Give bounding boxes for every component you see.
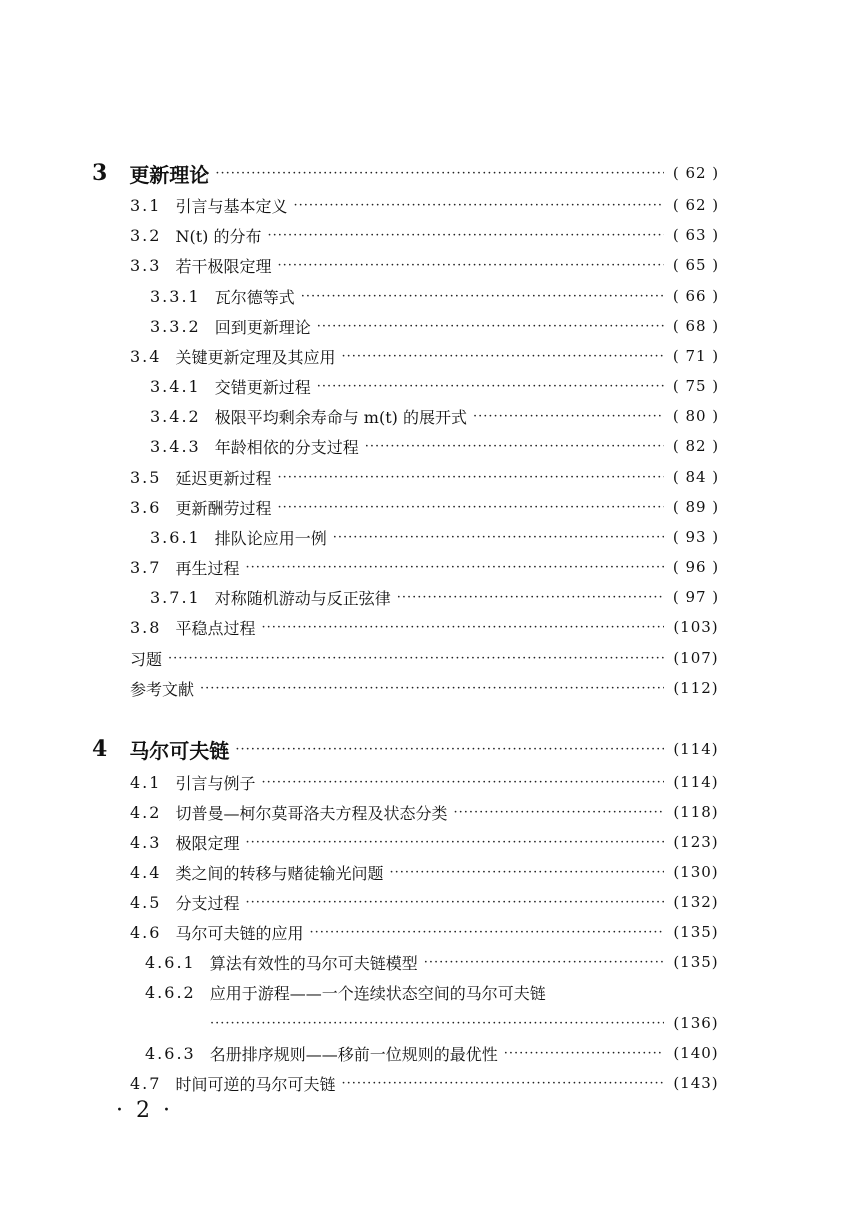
section-number: 4.1 bbox=[130, 772, 162, 792]
section-number: 3.7.1 bbox=[150, 587, 201, 607]
section-title: 应用于游程——一个连续状态空间的马尔可夫链 bbox=[209, 983, 546, 1003]
page-number: ( 71 ) bbox=[672, 347, 720, 365]
chapter-number: 4 bbox=[92, 736, 108, 762]
section-title: 平稳点过程 bbox=[175, 618, 256, 638]
toc-entry bbox=[0, 797, 868, 827]
page-number: ( 75 ) bbox=[672, 377, 720, 395]
page-number: ( 89 ) bbox=[672, 498, 720, 516]
leader-dots bbox=[277, 258, 664, 273]
section-title: 算法有效性的马尔可夫链模型 bbox=[209, 953, 418, 973]
section-title: 延迟更新过程 bbox=[175, 468, 272, 488]
toc-entry bbox=[0, 887, 868, 917]
page-number: ( 82 ) bbox=[672, 437, 720, 455]
section-number: 4.5 bbox=[130, 892, 162, 912]
section-number: 3.4 bbox=[130, 346, 162, 366]
toc-entry bbox=[0, 250, 868, 280]
chapter-4-heading bbox=[0, 734, 868, 764]
leader-dots bbox=[215, 166, 664, 181]
section-title: 关键更新定理及其应用 bbox=[175, 347, 336, 367]
section-title: 马尔可夫链的应用 bbox=[175, 923, 304, 943]
section-title: 切普曼—柯尔莫哥洛夫方程及状态分类 bbox=[175, 803, 448, 823]
page-number: (114) bbox=[673, 740, 719, 758]
toc-entry bbox=[0, 947, 868, 977]
leader-dots bbox=[261, 775, 664, 790]
page-number: ( 62 ) bbox=[672, 164, 720, 182]
leader-dots bbox=[317, 319, 664, 334]
page-number: ( 96 ) bbox=[672, 558, 720, 576]
section-number: 3.2 bbox=[130, 225, 162, 245]
toc-entry bbox=[0, 190, 868, 220]
section-title: 名册排序规则——移前一位规则的最优性 bbox=[209, 1044, 498, 1064]
toc-entry bbox=[0, 612, 868, 642]
section-number: 3.3.1 bbox=[150, 286, 201, 306]
page-number: (123) bbox=[673, 833, 719, 851]
section-title: 引言与例子 bbox=[175, 773, 256, 793]
toc-entry bbox=[0, 582, 868, 612]
page-number: (114) bbox=[673, 773, 719, 791]
section-title: 再生过程 bbox=[175, 558, 240, 578]
section-number: 3.5 bbox=[130, 467, 162, 487]
leader-dots bbox=[453, 805, 664, 820]
chapter-title: 马尔可夫链 bbox=[129, 738, 230, 763]
leader-dots bbox=[333, 530, 664, 545]
chapter-title: 更新理论 bbox=[129, 162, 210, 187]
leader-dots bbox=[200, 681, 664, 696]
section-title: 极限定理 bbox=[175, 833, 240, 853]
leader-dots bbox=[168, 651, 664, 666]
leader-dots bbox=[341, 349, 664, 364]
section-number: 3.8 bbox=[130, 617, 162, 637]
leader-dots bbox=[309, 925, 664, 940]
toc-entry bbox=[0, 311, 868, 341]
page-number: (143) bbox=[673, 1074, 719, 1092]
toc-entry bbox=[0, 341, 868, 371]
section-number: 3.6.1 bbox=[150, 527, 201, 547]
section-title: 排队论应用一例 bbox=[214, 528, 327, 548]
leader-dots bbox=[245, 835, 664, 850]
leader-dots bbox=[341, 1076, 664, 1091]
page-number: ( 93 ) bbox=[672, 528, 720, 546]
section-number: 4.6.1 bbox=[145, 952, 196, 972]
section-title: 交错更新过程 bbox=[214, 377, 311, 397]
toc-entry-continuation bbox=[0, 1008, 868, 1038]
page-number: ( 68 ) bbox=[672, 317, 720, 335]
leader-dots bbox=[293, 198, 664, 213]
toc-entry bbox=[0, 492, 868, 522]
section-number: 3.3.2 bbox=[150, 316, 201, 336]
section-number: 3.7 bbox=[130, 557, 162, 577]
page-number: (135) bbox=[673, 923, 719, 941]
section-title: 时间可逆的马尔可夫链 bbox=[175, 1074, 336, 1094]
toc-entry bbox=[0, 857, 868, 887]
page-number: (107) bbox=[673, 649, 719, 667]
section-title: 年龄相依的分支过程 bbox=[214, 437, 359, 457]
leader-dots bbox=[245, 895, 664, 910]
section-number: 3.1 bbox=[130, 195, 162, 215]
chapter-number: 3 bbox=[92, 160, 108, 186]
leader-dots bbox=[365, 439, 664, 454]
page-number: ( 84 ) bbox=[672, 468, 720, 486]
section-number: 3.6 bbox=[130, 497, 162, 517]
page-number: ( 62 ) bbox=[672, 196, 720, 214]
leader-dots bbox=[424, 955, 664, 970]
leader-dots bbox=[235, 742, 664, 757]
toc-entry bbox=[0, 220, 868, 250]
section-number: 3.3 bbox=[130, 255, 162, 275]
chapter-3-heading bbox=[0, 158, 868, 188]
section-title: 对称随机游动与反正弦律 bbox=[214, 588, 391, 608]
leader-dots bbox=[397, 590, 664, 605]
section-title: 习题 bbox=[130, 649, 163, 669]
page-number: (130) bbox=[673, 863, 719, 881]
toc-entry bbox=[0, 281, 868, 311]
toc-entry bbox=[0, 401, 868, 431]
section-title: 更新酬劳过程 bbox=[175, 498, 272, 518]
page-number: ( 80 ) bbox=[672, 407, 720, 425]
section-number: 4.7 bbox=[130, 1073, 162, 1093]
leader-dots bbox=[277, 470, 664, 485]
page-number: (118) bbox=[673, 803, 719, 821]
toc-entry bbox=[0, 673, 868, 703]
toc-entry bbox=[0, 827, 868, 857]
section-number: 4.2 bbox=[130, 802, 162, 822]
leader-dots bbox=[245, 560, 664, 575]
leader-dots bbox=[317, 379, 664, 394]
toc-entry bbox=[0, 643, 868, 673]
section-number: 4.6.2 bbox=[145, 982, 196, 1002]
section-title: 类之间的转移与赌徒输光问题 bbox=[175, 863, 384, 883]
page-number: (136) bbox=[673, 1014, 719, 1032]
section-number: 4.6 bbox=[130, 922, 162, 942]
leader-dots bbox=[267, 228, 664, 243]
toc-entry bbox=[0, 431, 868, 461]
toc-entry bbox=[0, 552, 868, 582]
page-number: (103) bbox=[673, 618, 719, 636]
page-number: (135) bbox=[673, 953, 719, 971]
toc-entry bbox=[0, 462, 868, 492]
toc-entry bbox=[0, 917, 868, 947]
section-title: 瓦尔德等式 bbox=[214, 287, 295, 307]
section-title: 引言与基本定义 bbox=[175, 196, 288, 216]
leader-dots bbox=[277, 500, 664, 515]
toc-entry bbox=[0, 1068, 868, 1098]
section-title: 回到更新理论 bbox=[214, 317, 311, 337]
page-number: ( 65 ) bbox=[672, 256, 720, 274]
section-number: 3.4.2 bbox=[150, 406, 201, 426]
toc-entry bbox=[0, 522, 868, 552]
page-number: (132) bbox=[673, 893, 719, 911]
leader-dots bbox=[389, 865, 664, 880]
section-number: 4.6.3 bbox=[145, 1043, 196, 1063]
section-title: 若干极限定理 bbox=[175, 256, 272, 276]
leader-dots bbox=[261, 620, 664, 635]
section-number: 4.4 bbox=[130, 862, 162, 882]
section-title: 分支过程 bbox=[175, 893, 240, 913]
toc-entry bbox=[0, 977, 868, 1007]
section-title: N(t) 的分布 bbox=[175, 226, 262, 246]
page-number: ( 97 ) bbox=[672, 588, 720, 606]
page-number: ( 63 ) bbox=[672, 226, 720, 244]
page-folio: · 2 · bbox=[116, 1098, 173, 1123]
toc-entry bbox=[0, 767, 868, 797]
leader-dots bbox=[504, 1046, 664, 1061]
page-number: (112) bbox=[673, 679, 719, 697]
toc-entry bbox=[0, 371, 868, 401]
section-number: 3.4.3 bbox=[150, 436, 201, 456]
toc-entry bbox=[0, 1038, 868, 1068]
leader-dots bbox=[210, 1016, 664, 1031]
leader-dots bbox=[301, 289, 664, 304]
section-number: 4.3 bbox=[130, 832, 162, 852]
page-number: (140) bbox=[673, 1044, 719, 1062]
section-number: 3.4.1 bbox=[150, 376, 201, 396]
section-title: 参考文献 bbox=[130, 679, 195, 699]
section-title: 极限平均剩余寿命与 m(t) 的展开式 bbox=[214, 407, 467, 427]
page-number: ( 66 ) bbox=[672, 287, 720, 305]
leader-dots bbox=[473, 409, 664, 424]
